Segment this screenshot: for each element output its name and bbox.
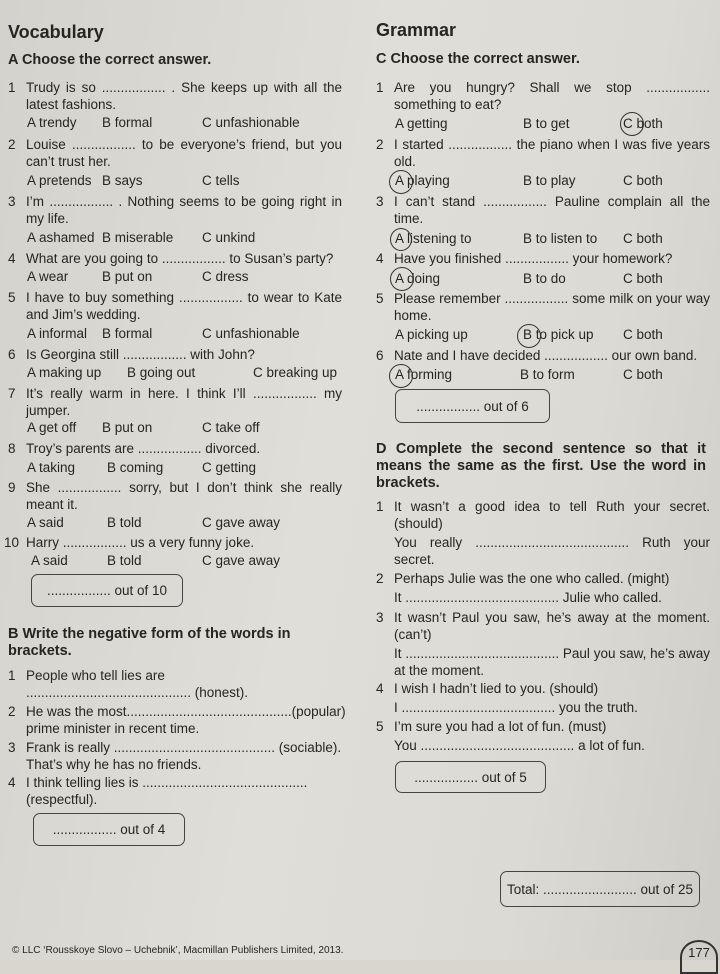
option-b[interactable]: B told (107, 553, 142, 568)
option-a[interactable]: A said (31, 553, 68, 568)
question-text: I’m ................. . Nothing seems to be going right in my life. (26, 194, 342, 226)
item-number: 2 (8, 704, 16, 719)
question-text: Harry ................. us a very funny joke. (26, 535, 255, 550)
answer-circle-mark (390, 267, 414, 291)
option-c[interactable]: C take off (202, 420, 260, 435)
option-a[interactable]: A ashamed (27, 230, 95, 245)
vocabulary-title: Vocabulary (8, 22, 104, 42)
answer-circle-mark (389, 170, 413, 194)
section-c-heading: C Choose the correct answer. (376, 51, 580, 67)
option-b[interactable]: B miserable (102, 230, 174, 245)
question-text: I started ................. the piano when I was five years old. (394, 137, 710, 169)
option-c[interactable]: C unfashionable (202, 326, 300, 341)
option-c[interactable]: C breaking up (253, 365, 338, 380)
question-number: 4 (376, 251, 384, 266)
option-b[interactable]: B to do (523, 271, 566, 286)
option-a[interactable]: A trendy (27, 115, 77, 130)
question-text: What are you going to ................. to Susan’s party? (26, 251, 334, 266)
grammar-title: Grammar (376, 20, 457, 40)
item-answer-line[interactable]: It ......................................... Julie who called. (394, 590, 662, 605)
section-a-score-box[interactable]: ................. out of 10 (31, 574, 183, 607)
item-number: 2 (376, 571, 384, 586)
question-text: Please remember ................. some milk on your way home. (394, 291, 710, 323)
option-c[interactable]: C both (623, 271, 663, 286)
question-number: 7 (8, 386, 16, 401)
question-text: I can’t stand ................. Pauline complain all the time. (394, 194, 710, 226)
question-text: Nate and I have decided ................. our own band. (394, 348, 698, 363)
item-number: 4 (8, 775, 16, 790)
question-number: 1 (8, 80, 16, 95)
question-number: 9 (8, 480, 16, 495)
option-a[interactable]: A informal (27, 326, 88, 341)
item-number: 5 (376, 719, 384, 734)
question-number: 3 (8, 194, 16, 209)
question-number: 4 (8, 251, 16, 266)
question-text: She ................. sorry, but I don’t think she really meant it. (26, 480, 342, 512)
option-c[interactable]: C gave away (202, 515, 281, 530)
item-number: 3 (8, 740, 16, 755)
item-text[interactable]: People who tell lies are ............................................ (honest). (26, 668, 249, 700)
item-answer-line[interactable]: I ......................................... you the truth. (394, 700, 638, 715)
option-c[interactable]: C both (623, 116, 663, 131)
option-c[interactable]: C both (623, 231, 663, 246)
item-answer-line[interactable]: It ......................................... Paul you saw, he’s away at the moment. (394, 646, 710, 678)
option-b[interactable]: B says (102, 173, 143, 188)
option-b[interactable]: B to form (520, 367, 575, 382)
option-b[interactable]: B coming (107, 460, 164, 475)
option-b[interactable]: B to play (523, 173, 576, 188)
item-text[interactable]: Frank is really ........................................... (sociable). That’s why he has no friends. (26, 740, 342, 772)
question-number: 5 (8, 290, 16, 305)
option-a[interactable]: A getting (395, 116, 448, 131)
option-c[interactable]: C gave away (202, 553, 281, 568)
option-a[interactable]: A get off (27, 420, 77, 435)
answer-circle-mark (389, 364, 413, 388)
question-text: Are you hungry? Shall we stop ................. something to eat? (394, 80, 710, 112)
item-number: 1 (376, 499, 384, 514)
section-d-heading: D Complete the second sentence so that it means the same as the first. Use the word in brackets. (376, 441, 706, 491)
question-text: Louise ................. to be everyone’s friend, but you can’t trust her. (26, 137, 342, 169)
page-number: 177 (680, 940, 718, 974)
option-c[interactable]: C unkind (202, 230, 256, 245)
option-b[interactable]: B to pick up (523, 327, 594, 342)
item-text: I wish I hadn’t lied to you. (should) (394, 681, 599, 696)
option-b[interactable]: B to get (523, 116, 570, 131)
item-answer-line[interactable]: You ......................................... a lot of fun. (394, 738, 645, 753)
question-number: 2 (376, 137, 384, 152)
option-b[interactable]: B told (107, 515, 142, 530)
question-text: It’s really warm in here. I think I’ll ................. my jumper. (26, 386, 342, 418)
item-text: It wasn’t a good idea to tell Ruth your secret. (should) (394, 499, 710, 531)
item-number: 3 (376, 610, 384, 625)
option-a[interactable]: A making up (27, 365, 102, 380)
item-answer-line[interactable]: You really ......................................... Ruth your secret. (394, 535, 710, 567)
question-text: Trudy is so ................. . She keeps up with all the latest fashions. (26, 80, 342, 112)
question-number: 6 (8, 347, 16, 362)
option-a[interactable]: A playing (395, 173, 450, 188)
option-b[interactable]: B put on (102, 269, 153, 284)
option-c[interactable]: C dress (202, 269, 249, 284)
option-c[interactable]: C both (623, 173, 663, 188)
option-b[interactable]: B put on (102, 420, 153, 435)
option-a[interactable]: A doing (395, 271, 441, 286)
question-text: Troy’s parents are ................. divorced. (26, 441, 261, 456)
option-a[interactable]: A listening to (395, 231, 472, 246)
question-number: 1 (376, 80, 384, 95)
question-text: I have to buy something ................. to wear to Kate and Jim’s wedding. (26, 290, 342, 322)
option-c[interactable]: C getting (202, 460, 257, 475)
question-number: 8 (8, 441, 16, 456)
item-text[interactable]: He was the most............................................(popular) prime minister in recent time. (26, 704, 346, 736)
section-b-heading: B Write the negative form of the words in brackets. (8, 626, 291, 659)
option-a[interactable]: A taking (27, 460, 76, 475)
item-text[interactable]: I think telling lies is ............................................ (respectful). (26, 775, 308, 807)
option-b[interactable]: B going out (127, 365, 196, 380)
option-c[interactable]: C both (623, 367, 663, 382)
section-d-score-box[interactable]: ................. out of 5 (395, 761, 546, 793)
section-a-heading: A Choose the correct answer. (8, 52, 212, 68)
question-text: Have you finished ................. your homework? (394, 251, 673, 266)
option-a[interactable]: A wear (27, 269, 69, 284)
option-a[interactable]: A pretends (27, 173, 92, 188)
item-number: 1 (8, 668, 16, 683)
section-c-score-box[interactable]: ................. out of 6 (395, 389, 550, 423)
option-a[interactable]: A picking up (395, 327, 468, 342)
question-number: 3 (376, 194, 384, 209)
item-text: Perhaps Julie was the one who called. (might) (394, 571, 670, 586)
item-text: I’m sure you had a lot of fun. (must) (394, 719, 607, 734)
option-c[interactable]: C tells (202, 173, 240, 188)
question-number: 6 (376, 348, 384, 363)
option-c[interactable]: C both (623, 327, 663, 342)
option-c[interactable]: C unfashionable (202, 115, 300, 130)
item-number: 4 (376, 681, 384, 696)
answer-circle-mark (390, 228, 412, 251)
option-a[interactable]: A forming (395, 367, 453, 382)
option-a[interactable]: A said (27, 515, 64, 530)
section-b-score-box[interactable]: ................. out of 4 (33, 813, 185, 846)
answer-circle-mark (620, 112, 644, 136)
question-number: 5 (376, 291, 384, 306)
question-number: 10 (4, 535, 20, 550)
option-b[interactable]: B formal (102, 326, 153, 341)
question-text: Is Georgina still ................. with John? (26, 347, 255, 362)
question-number: 2 (8, 137, 16, 152)
option-b[interactable]: B formal (102, 115, 153, 130)
copyright-footer: © LLC ‘Rousskoye Slovo – Uchebnik’, Macmillan Publishers Limited, 2013. (12, 945, 344, 956)
answer-circle-mark (517, 324, 541, 348)
total-score-box[interactable]: Total: ......................... out of 25 (500, 871, 700, 907)
item-text: It wasn’t Paul you saw, he’s away at the moment. (can’t) (394, 610, 710, 642)
option-b[interactable]: B to listen to (523, 231, 598, 246)
